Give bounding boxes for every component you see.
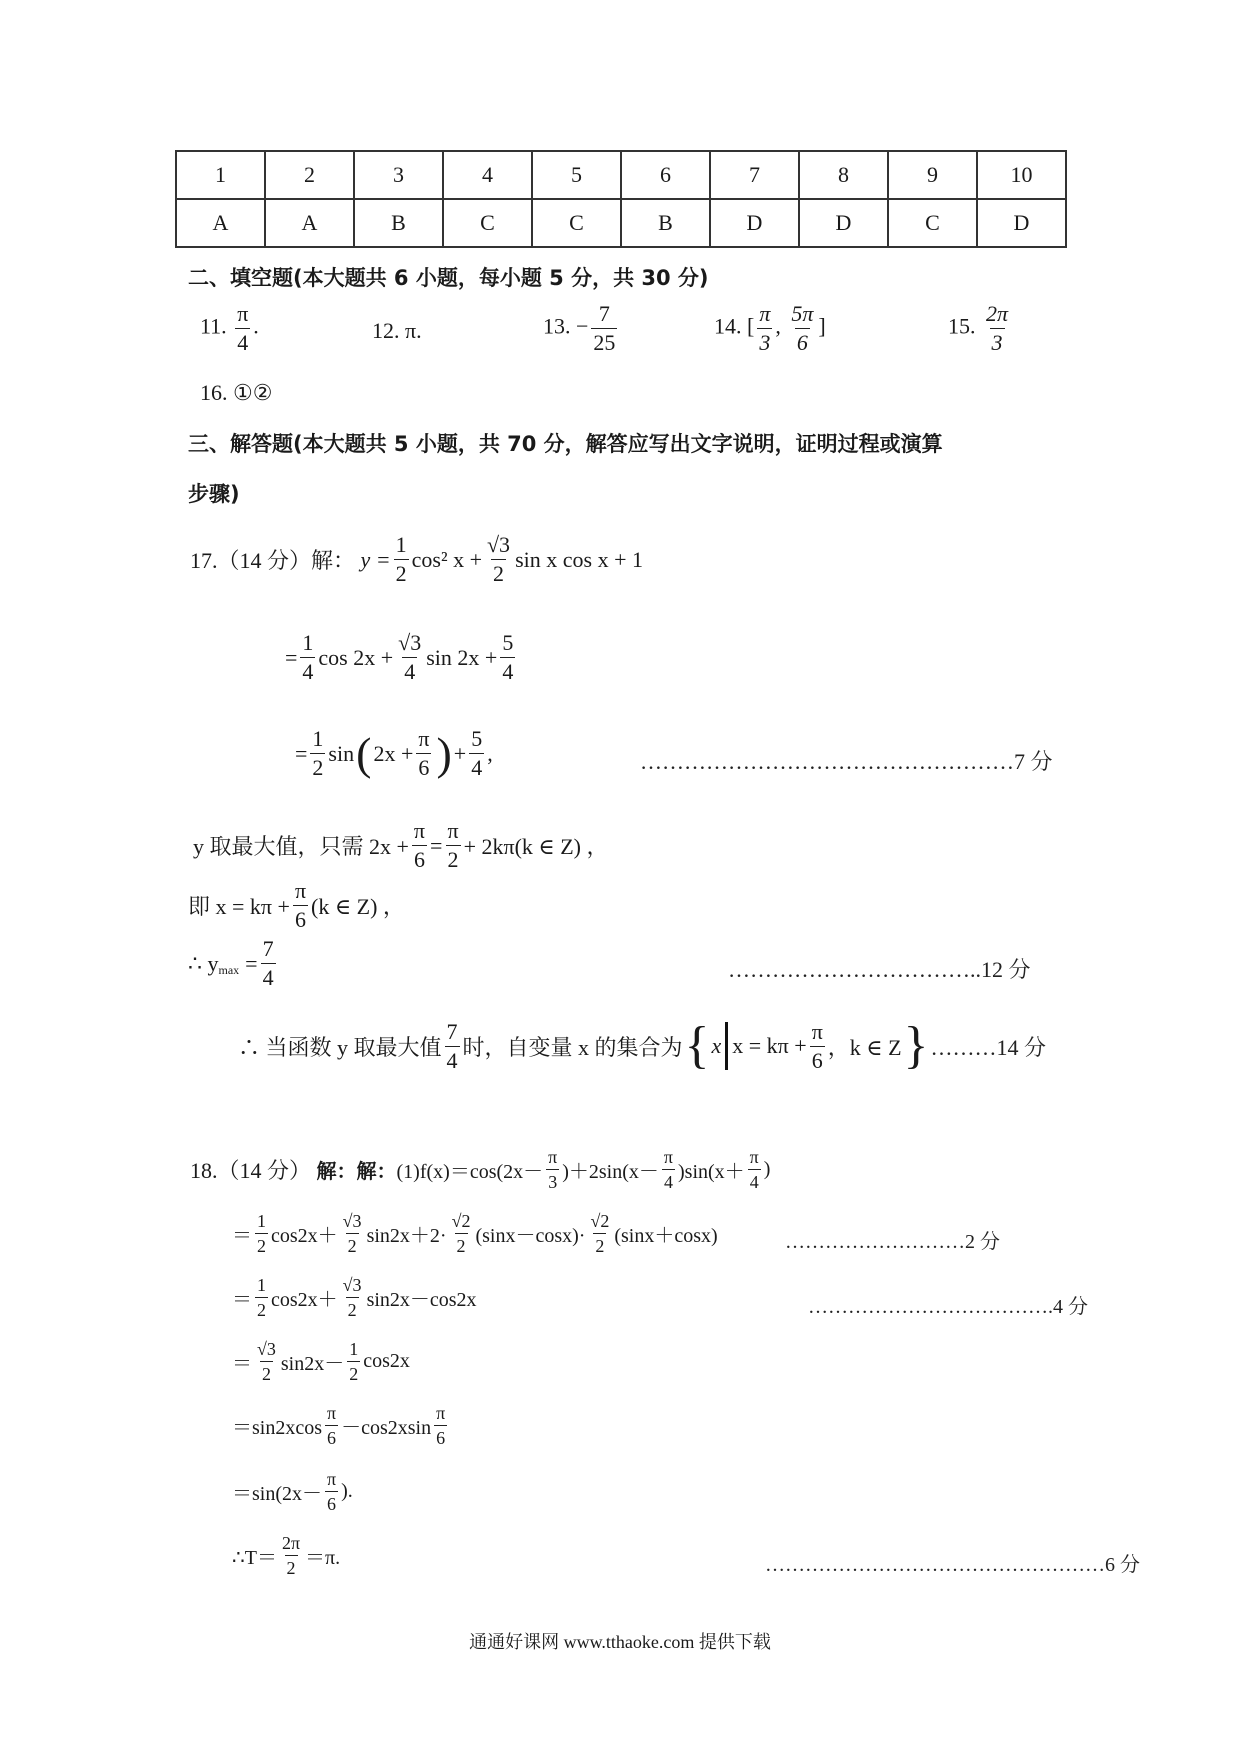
math-text: cos 2x +: [318, 644, 394, 670]
table-cell: B: [354, 199, 443, 247]
fraction: [748, 1148, 761, 1191]
denominator: 2: [455, 1233, 468, 1255]
fraction: [280, 1534, 302, 1577]
table-cell: D: [977, 199, 1066, 247]
item-number: 13.: [543, 313, 571, 339]
math-text: ＝sin2xcos: [232, 1417, 322, 1439]
numerator: 1: [257, 1275, 266, 1295]
numerator: π: [327, 1403, 337, 1423]
fraction: [261, 938, 276, 989]
table-cell: A: [265, 199, 354, 247]
item-number: 15.: [948, 313, 976, 339]
fraction: [450, 1212, 473, 1255]
numerator: 5: [471, 726, 483, 751]
answer-15: [948, 303, 1013, 354]
denominator: 4: [237, 330, 249, 355]
math-text: )sin(x＋: [678, 1161, 745, 1183]
numerator: 1: [302, 630, 314, 655]
table-cell: C: [443, 199, 532, 247]
fraction: [485, 534, 512, 585]
table-cell: 3: [354, 151, 443, 199]
denominator: 3: [759, 330, 771, 355]
numerator: 1: [349, 1339, 359, 1359]
numerator: 7: [446, 1018, 458, 1044]
math-text: sin2x＋2·: [366, 1225, 447, 1247]
question-label: 18.（14 分）: [190, 1158, 312, 1183]
numerator: √2: [451, 1211, 471, 1231]
fraction: [591, 303, 617, 354]
math-text: ＝sin(2x－: [232, 1483, 322, 1505]
math-text: 即 x = kπ +: [188, 894, 290, 919]
math-text: x: [711, 1033, 722, 1058]
math-text: =: [285, 644, 298, 670]
denominator: 2: [593, 1233, 606, 1255]
denominator: 3: [991, 330, 1003, 355]
fraction: [293, 880, 308, 931]
answer-table: [175, 150, 1067, 248]
q17-line-3: [295, 728, 493, 779]
table-cell: B: [621, 199, 710, 247]
score-marker: ……………………………….4 分: [808, 1296, 1088, 1318]
fraction: [469, 728, 484, 779]
math-text: －cos2xsin: [341, 1417, 432, 1439]
math-text: =: [430, 832, 443, 858]
math-text: (sinx＋cosx): [614, 1225, 718, 1247]
numerator: π: [418, 726, 430, 751]
right-brace-glyph: }: [903, 1017, 929, 1074]
denominator: 2: [346, 1233, 359, 1255]
fraction: [984, 303, 1010, 354]
table-cell: 2: [265, 151, 354, 199]
fraction: [396, 632, 423, 683]
fraction: [341, 1276, 364, 1319]
numerator: 2π: [986, 301, 1009, 326]
denominator: 3: [546, 1169, 559, 1191]
fraction: [235, 303, 250, 354]
table-cell: 1: [176, 151, 265, 199]
numerator: π: [663, 1147, 673, 1167]
numerator: 7: [262, 936, 274, 961]
q18-line-6: [232, 1470, 353, 1513]
math-text: =: [295, 740, 308, 766]
table-cell: 4: [443, 151, 532, 199]
bracket: [: [747, 313, 755, 339]
separator: ,: [775, 313, 781, 339]
section-heading-cont: 步骤): [188, 482, 240, 506]
q17-line-4: [193, 820, 608, 871]
table-cell: 7: [710, 151, 799, 199]
fraction: [310, 728, 325, 779]
table-row: [176, 151, 1066, 199]
answer-13: [543, 303, 620, 354]
denominator: 2: [260, 1361, 273, 1383]
numerator: √3: [342, 1211, 362, 1231]
section-heading: 三、解答题(本大题共 5 小题，共 70 分，解答应写出文字说明，证明过程或演算: [188, 432, 943, 456]
q18-line-3: [232, 1276, 477, 1319]
math-text: sin2x－cos2x: [366, 1289, 477, 1311]
denominator: 4: [502, 659, 514, 684]
numerator: √3: [486, 532, 511, 557]
numerator: √3: [342, 1275, 362, 1295]
numerator: 5π: [791, 301, 814, 326]
fraction: [341, 1212, 364, 1255]
score-marker: ……………………………………………6 分: [765, 1554, 1140, 1576]
fraction: [445, 820, 460, 871]
numerator: π: [548, 1147, 558, 1167]
denominator: 2: [395, 561, 407, 586]
math-text: x = kπ +: [732, 1033, 807, 1058]
denominator: 2: [447, 847, 459, 872]
q17-line-2: [285, 632, 518, 683]
math-text: ,: [487, 740, 493, 766]
math-text: ＝π.: [305, 1547, 341, 1569]
table-cell: A: [176, 199, 265, 247]
denominator: 6: [413, 847, 425, 872]
q18-line-7: [232, 1534, 340, 1577]
math-text: cos2x＋: [271, 1225, 338, 1247]
math-text: y =: [360, 546, 391, 572]
math-text: sin x cos x + 1: [515, 546, 643, 572]
section-heading: 二、填空题(本大题共 6 小题，每小题 5 分，共 30 分): [188, 266, 709, 290]
score-marker: ……………………………..12 分: [728, 957, 1031, 982]
numerator: 1: [257, 1211, 266, 1231]
q18-line-5: [232, 1404, 450, 1447]
right-paren-glyph: ): [436, 727, 452, 779]
numerator: π: [749, 1147, 759, 1167]
fraction: [255, 1212, 268, 1255]
denominator: 2: [493, 561, 505, 586]
score-marker: ………………………2 分: [785, 1231, 1000, 1253]
fraction: [412, 820, 427, 871]
denominator: 6: [811, 1047, 823, 1073]
question-label: 17.（14 分）解：: [190, 548, 356, 573]
numerator: √2: [590, 1211, 610, 1231]
question-label-bold: 解：解：: [316, 1159, 397, 1183]
left-brace-glyph: {: [684, 1017, 710, 1074]
math-text: ∴ y: [188, 950, 219, 976]
fraction: [662, 1148, 675, 1191]
math-text: ).: [341, 1480, 353, 1502]
table-cell: D: [710, 199, 799, 247]
denominator: 6: [325, 1491, 338, 1513]
math-text: sin: [328, 740, 355, 766]
math-text: )＋2sin(x－: [562, 1161, 659, 1183]
fraction: [416, 728, 431, 779]
denominator: 2: [346, 1297, 359, 1319]
set-divider: [725, 1022, 728, 1070]
denominator: 2: [285, 1555, 298, 1577]
denominator: 4: [471, 755, 483, 780]
answer-14: [714, 303, 826, 354]
math-text: ，k ∈ Z: [827, 1034, 902, 1060]
numerator: 2π: [281, 1533, 301, 1553]
table-cell: 8: [799, 151, 888, 199]
numerator: π: [759, 301, 771, 326]
q17-line-7: [238, 1017, 1047, 1074]
fraction: [325, 1404, 338, 1447]
numerator: 1: [395, 532, 407, 557]
answer-11: [200, 303, 259, 354]
numerator: 1: [312, 726, 324, 751]
fraction: [347, 1340, 360, 1383]
denominator: 6: [325, 1425, 338, 1447]
numerator: π: [447, 818, 459, 843]
math-text: 2x +: [373, 740, 414, 766]
math-text: cos2x: [363, 1350, 410, 1372]
math-text: (k ∈ Z) ，: [311, 894, 405, 919]
numerator: π: [237, 301, 249, 326]
denominator: 6: [294, 907, 306, 932]
answer-text: π.: [405, 318, 422, 343]
q18-line-2: [232, 1212, 718, 1255]
subscript: max: [218, 963, 240, 977]
math-text: ＝: [232, 1353, 252, 1375]
denominator: 2: [255, 1297, 268, 1319]
punctuation: .: [253, 313, 259, 339]
denominator: 4: [302, 659, 314, 684]
math-text: (sinx－cosx)·: [475, 1225, 586, 1247]
fraction: [325, 1470, 338, 1513]
table-cell: C: [888, 199, 977, 247]
numerator: √3: [257, 1339, 276, 1359]
fraction: [500, 632, 515, 683]
denominator: 4: [662, 1169, 675, 1191]
denominator: 4: [404, 659, 416, 684]
numerator: π: [327, 1469, 337, 1489]
fraction: [300, 632, 315, 683]
math-text: cos² x +: [411, 546, 482, 572]
fraction: [546, 1148, 559, 1191]
score-marker: ……………………………………………7 分: [640, 749, 1053, 774]
denominator: 4: [262, 965, 274, 990]
denominator: 2: [347, 1361, 360, 1383]
denominator: 4: [748, 1169, 761, 1191]
fraction: [588, 1212, 611, 1255]
numerator: π: [436, 1403, 446, 1423]
sign: −: [576, 313, 589, 339]
math-text: y 取最大值，只需 2x +: [193, 834, 409, 859]
answer-text: ①②: [233, 380, 273, 405]
q17-line-1: [190, 534, 643, 585]
table-cell: 9: [888, 151, 977, 199]
math-text: ): [763, 1158, 771, 1180]
math-text: ∴ 当函数 y 取最大值: [238, 1034, 442, 1060]
bracket: ]: [818, 313, 826, 339]
math-text: =: [245, 950, 258, 976]
numerator: 7: [598, 301, 610, 326]
math-text: cos2x＋: [271, 1289, 338, 1311]
math-text: sin 2x +: [426, 644, 498, 670]
table-cell: C: [532, 199, 621, 247]
item-number: 11.: [200, 313, 227, 339]
fraction: [394, 534, 409, 585]
fraction: [757, 303, 772, 354]
fraction: [434, 1404, 447, 1447]
fraction: [445, 1018, 460, 1073]
numerator: π: [294, 878, 307, 903]
q18-line-4: [232, 1340, 410, 1383]
score-marker: ………14 分: [930, 1034, 1047, 1060]
denominator: 6: [796, 330, 808, 355]
answer-12: [372, 318, 422, 344]
numerator: π: [811, 1018, 823, 1044]
math-text: ＝: [232, 1225, 252, 1247]
math-text: 时，自变量 x 的集合为: [462, 1034, 683, 1060]
q17-line-5: [188, 880, 405, 931]
numerator: √3: [398, 630, 422, 655]
math-text: sin2x－: [280, 1353, 345, 1375]
q18-line-1: [190, 1148, 770, 1191]
denominator: 4: [446, 1047, 458, 1073]
denominator: 6: [434, 1425, 447, 1447]
table-cell: 6: [621, 151, 710, 199]
math-text: ∴T＝: [232, 1547, 277, 1569]
denominator: 2: [312, 755, 324, 780]
numerator: π: [413, 818, 426, 843]
item-number: 14.: [714, 313, 742, 339]
item-number: 16.: [200, 380, 228, 405]
fraction: [789, 303, 815, 354]
math-text: +: [453, 740, 467, 766]
left-paren-glyph: (: [356, 727, 372, 779]
fraction: [255, 1340, 278, 1383]
answer-16: [200, 380, 272, 406]
item-number: 12.: [372, 318, 400, 343]
math-text: + 2kπ(k ∈ Z) ，: [463, 834, 609, 859]
denominator: 25: [593, 330, 616, 355]
table-cell: D: [799, 199, 888, 247]
numerator: 5: [502, 630, 514, 655]
table-row: [176, 199, 1066, 247]
math-text: ＝: [232, 1289, 252, 1311]
q17-line-6: [188, 938, 279, 989]
fraction: [255, 1276, 268, 1319]
fraction: [810, 1018, 825, 1073]
page-footer: 通通好课网 www.tthaoke.com 提供下载: [469, 1632, 771, 1652]
denominator: 2: [255, 1233, 268, 1255]
denominator: 6: [418, 755, 430, 780]
math-text: (1)f(x)＝cos(2x－: [396, 1161, 544, 1183]
table-cell: 10: [977, 151, 1066, 199]
table-cell: 5: [532, 151, 621, 199]
